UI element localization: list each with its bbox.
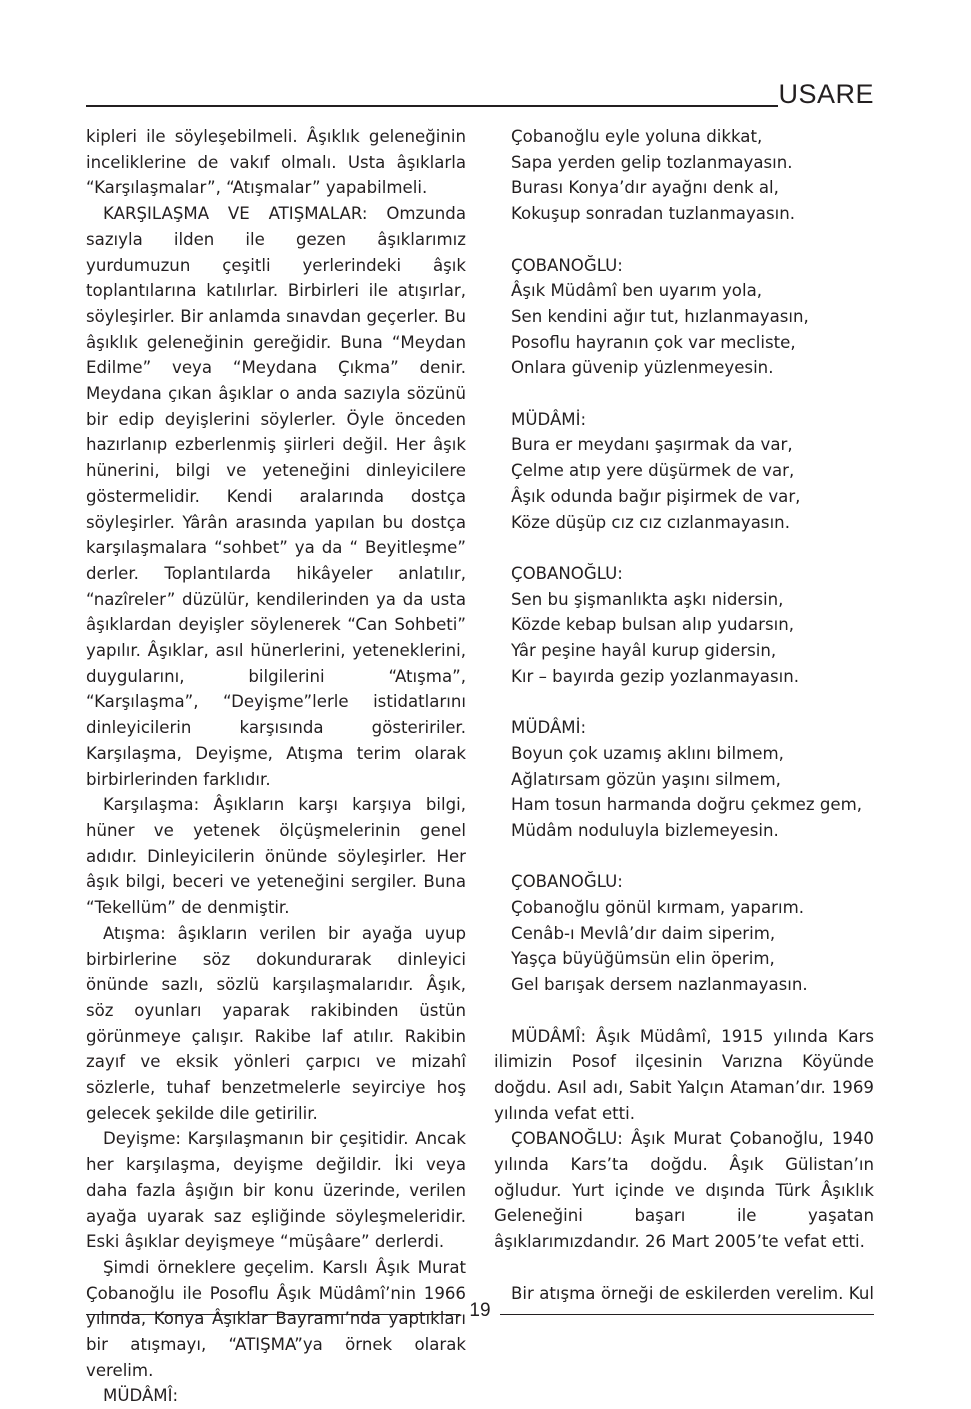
verse-line: Yaşça büyüğümsün elin öperim, [511,949,775,969]
verse-stanza [511,407,874,536]
verse-line: Kır – bayırda gezip yozlanmayasın. [511,666,800,686]
paragraph: kipleri ile söyleşebilmeli. Âşıklık geleneğinin inceliklerine de vakıf olmalı. Usta âşıklarla “Karşılaşmalar”, “Atışmalar” yapabilmeli. [86,127,466,198]
page-header [86,78,874,108]
page-footer [86,1300,874,1326]
verse-line: Kokuşup sonradan tuzlanmayasın. [511,204,795,224]
page-number: 19 [469,1300,491,1321]
right-column [494,124,874,1306]
verse-line: Yâr peşine hayâl kurup gidersin, [511,641,777,661]
verse-line: Âşık Müdâmî ben uyarım yola, [511,281,763,301]
verse-stanza [511,715,874,844]
paragraph: MÜDÂMÎ: Âşık Müdâmî, 1915 yılında Kars ilimizin Posof ilçesinin Varızna Köyünde doğdu. Asıl adı, Sabit Yalçın Ataman’dır. 1969 yılında vefat etti. [494,1026,874,1123]
verse-line: Sapa yerden gelip tozlanmayasın. [511,152,793,172]
paragraph: KARŞILAŞMA VE ATIŞMALAR: Omzunda sazıyla ilden ile gezen âşıklarımız yurdumuzun çeşitli yerlerindeki âşık toplantılarına katılırlar. Birbirleri ile atışırlar, söyleşirler. Bir anlamda sınavdan geçerler. Bu âşıklık geleneğinin gereğidir. Buna “Meydan Edilme” veya “Meydana Çıkma” denir. Meydana çıkan âşıklar o anda sazıyla sözünü bir edip deyişlerini söylerler. Öyle önceden hazırlanıp ezberlenmiş şiirleri değil. Her âşık hünerini, bilgi ve yeteneğini dinleyicilere göstermelidir. Kendi aralarında dostça söyleşirler. Yârân arasında yapılan bu dostça karşılaşmalara “sohbet” ya da “ Beyitleşme” derler. Toplantılarda hikâyeler anlatılır, “nazîreler” düzülür, kendilerinden ya da usta âşıklardan deyişler söylenerek “Can Sohbeti” yapılır. Âşıklar, asıl hünerlerini, yeteneklerini, duygularını, bilgilerini “Atışma”, “Karşılaşma”, “Deyişme”lerle istidatlarını dinleyicilerin karşısında gösteririler. Karşılaşma, Deyişme, Atışma terim olarak birbirlerinden farklıdır. [86,204,466,789]
paragraph: MÜDÂMÎ: [103,1386,179,1406]
speaker-label: ÇOBANOĞLU: [511,255,623,275]
paragraph: Deyişme: Karşılaşmanın bir çeşitidir. Ancak her karşılaşma, deyişme değildir. İki veya daha fazla âşığın bir konu üzerinde, verilen ayağa uyarak saz eşliğinde söyleşmeleridir. Eski âşıklar deyişmeye “müşâare” derlerdi. [86,1129,466,1252]
verse-line: Sen bu şişmanlıkta aşkı nidersin, [511,589,784,609]
verse-line: Âşık odunda bağır pişirmek de var, [511,486,801,506]
paragraph: Şimdi örneklere geçelim. Karslı Âşık Murat Çobanoğlu ile Posoflu Âşık Müdâmî’nin 1966 yılında, Konya Âşıklar Bayramı’nda yaptıkları bir atışmayı, “ATIŞMA”ya örnek olarak verelim. [86,1257,466,1380]
header-rule [86,105,778,107]
verse-line: Boyun çok uzamış aklını bilmem, [511,743,784,763]
verse-line: Çelme atıp yere düşürmek de var, [511,461,795,481]
verse-line: Çobanoğlu eyle yoluna dikkat, [511,127,763,146]
verse-stanza [511,561,874,690]
paragraph: Bir atışma örneği de eskilerden verelim. Kul [511,1283,874,1303]
verse-line: Çobanoğlu gönül kırmam, yaparım. [511,898,805,918]
verse-line: Burası Konya’dır ayağnı denk al, [511,178,779,198]
speaker-label: ÇOBANOĞLU: [511,563,623,583]
verse-line: Bura er meydanı şaşırmak da var, [511,435,793,455]
footer-rule [500,1314,874,1315]
paragraph: Karşılaşma: Âşıkların karşı karşıya bilgi, hüner ve yetenek ölçüşmelerinin genel adıdır. Dinleyicilerin önünde söyleşirler. Her âşık bilgi, beceri ve yeteneğini sergiler. Buna “Tekellüm” de denmiştir. [86,795,466,918]
verse-line: Onlara güvenip yüzlenmeyesin. [511,358,774,378]
left-column [86,124,466,1409]
verse-line: Ağlatırsam gözün yaşını silmem, [511,769,781,789]
speaker-label: MÜDÂMİ: [511,718,587,738]
verse-line: Sen kendini ağır tut, hızlanmayasın, [511,306,809,326]
verse-line: Posoflu hayranın çok var mecliste, [511,332,796,352]
paragraph: Atışma: âşıkların verilen bir ayağa uyup birbirlerine söz dokundurarak dinleyici önünde sazlı, sözlü karşılaşmalarıdır. Âşık, söz oyunları yaparak rakibinden üstün görünmeye çalışır. Rakibe laf atılır. Rakibin zayıf ve eksik yönleri çarpıcı ve mizahî sözlerle, tuhaf benzetmelerle seyirciye hoş gelecek şekilde dile getirilir. [86,923,466,1123]
verse-line: Gel barışak dersem nazlanmayasın. [511,975,808,995]
verse-line: Müdâm noduluyla bizlemeyesin. [511,820,779,840]
verse-line: Ham tosun harmanda doğru çekmez gem, [511,795,863,815]
paragraph: ÇOBANOĞLU: Âşık Murat Çobanoğlu, 1940 yılında Kars’ta doğdu. Âşık Gülistan’ın oğludur. Yurt içinde ve dışında Türk Âşıklık Geleneğini başarı ile yaşatan âşıklarımızdandır. 26 Mart 2005’te vefat etti. [494,1129,874,1252]
speaker-label: MÜDÂMİ: [511,409,587,429]
verse-stanza [511,869,874,998]
verse-stanza [511,124,874,227]
verse-line: Cenâb-ı Mevlâ’dır daim siperim, [511,923,776,943]
journal-title: USARE [778,79,874,109]
verse-stanza [511,253,874,382]
verse-line: Köze düşüp cız cız cızlanmayasın. [511,512,790,532]
verse-line: Közde kebap bulsan alıp yudarsın, [511,615,795,635]
speaker-label: ÇOBANOĞLU: [511,872,623,892]
